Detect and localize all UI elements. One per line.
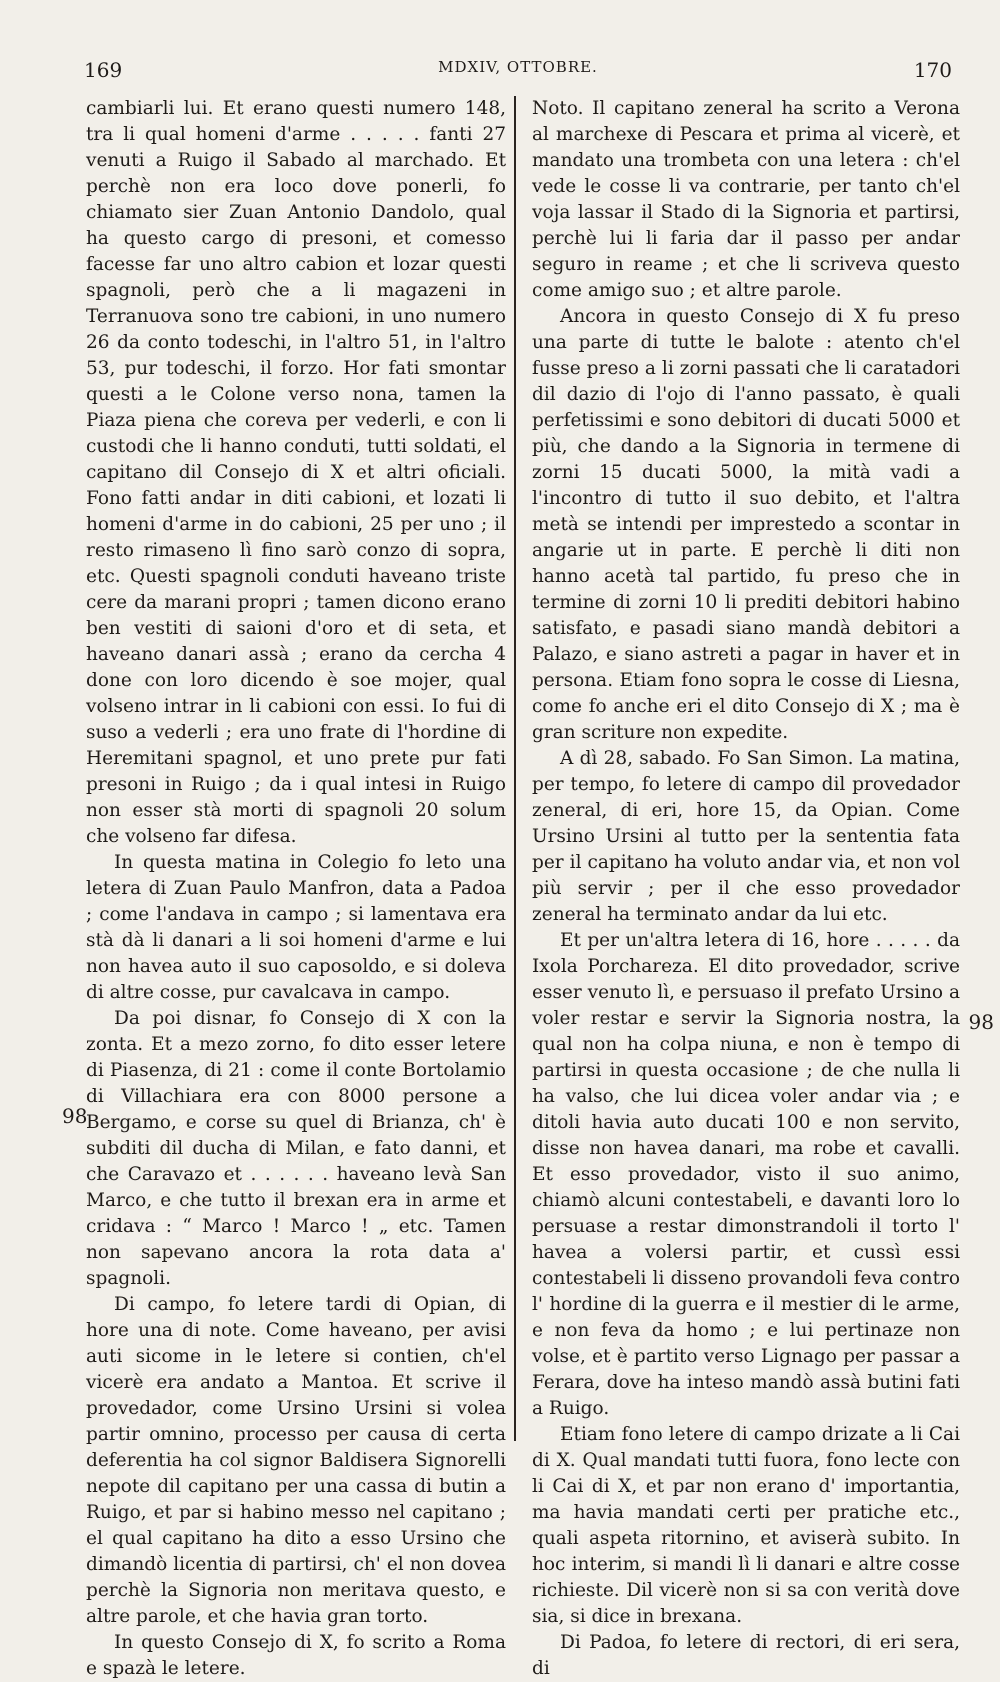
right-margin-number: 98 — [968, 1010, 994, 1034]
right-page-number: 170 — [913, 58, 952, 82]
left-paragraph-4: Di campo, fo letere tardi di Opian, di hore una di note. Come haveano, per avisi auti sicome in le letere si contien, ch'el vicerè era andato a Mantoa. Et scrive il provedador, come Ursino Ursini si volea partir omnino, processo per causa di certa deferentia ha col signor Baldisera Signorelli nepote dil capitano per una cassa di butin a Ruigo, et par si habino messo nel capitano ; el qual capitano ha dito a esso Ursino che dimandò licentia di partirsi, ch' el non dovea perchè la Signoria non meritava questo, e altre parole, et che havia gran torto. — [86, 1294, 506, 1627]
right-text-column — [532, 96, 960, 1679]
left-margin-number: 98 — [62, 1104, 88, 1128]
page-title: MDXIV, OTTOBRE. — [438, 58, 598, 76]
column-divider — [514, 96, 516, 1441]
right-paragraph-1: Noto. Il capitano zeneral ha scrito a Verona al marchexe di Pescara et prima al vicerè, et mandato una trombeta con una letera : ch'el vede le cosse li va contrarie, per tanto ch'el voja lassar il Stado di la Signoria et partirsi, perchè lui li faria dar il passo per andar seguro in reame ; et che li scriveva questo come amigo suo ; et altre parole. — [532, 98, 960, 301]
left-paragraph-5: In questo Consejo di X, fo scrito a Roma e spazà le letere. — [86, 1632, 506, 1679]
left-page-number: 169 — [84, 58, 123, 82]
left-text-column — [86, 96, 506, 1679]
right-paragraph-2: Ancora in questo Consejo di X fu preso una parte di tutte le balote : atento ch'el fusse preso a li zorni passati che li caratadori dil dazio di l'ojo di l'anno passato, è quali perfetissimi e sono debitori di ducati 5000 et più, che dando a la Signoria in termene di zorni 15 ducati 5000, la mità vadi a l'incontro di tutto il suo debito, et l'altra metà se intendi per imprestedo a scontar in angarie ut in parte. E perchè li diti non hanno acetà tal partido, fu preso che in termine di zorni 10 li prediti debitori habino satisfato, e pasadi siano mandà debitori a Palazo, e siano astreti a pagar in haver et in persona. Etiam fono sopra le cosse di Liesna, come fo anche eri el dito Consejo di X ; ma è gran scriture non expedite. — [532, 306, 960, 743]
right-paragraph-4: Et per un'altra letera di 16, hore . . . . . da Ixola Porchareza. El dito provedador, scrive esser venuto lì, e persuaso il prefato Ursino a voler restar e servir la Signoria nostra, la qual non ha colpa niuna, e non è tempo di partirsi in questa occasione ; de che nulla li ha valso, che lui dicea voler andar via ; e ditoli havia auto ducati 100 e non servito, disse non havea danari, ma robe et cavalli. Et esso provedador, visto il suo animo, chiamò alcuni contestabeli, e davanti loro lo persuase a restar dimonstrandoli il torto l' havea a volersi partir, et cussì essi contestabeli li disseno provandoli feva contro l' hordine di la guerra e il mestier di le arme, e non feva da homo ; e lui pertinaze non volse, et è partito verso Lignago per passar a Ferara, dove ha inteso mandò assà butini fati a Ruigo. — [532, 930, 960, 1419]
left-paragraph-1: cambiarli lui. Et erano questi numero 148, tra li qual homeni d'arme . . . . . fanti 27 venuti a Ruigo il Sabado al marchado. Et perchè non era loco dove ponerli, fo chiamato sier Zuan Antonio Dandolo, qual ha questo cargo di presoni, et comesso facesse far uno altro cabion et lozar questi spagnoli, però che a li magazeni in Terranuova sono tre cabioni, in uno numero 26 da conto todeschi, in l'altro 51, in l'altro 53, pur todeschi, il forzo. Hor fati smontar questi a le Colone verso nona, tamen la Piaza piena che coreva per vederli, e con li custodi che li hanno conduti, tutti soldati, el capitano dil Consejo di X et altri oficiali. Fono fatti andar in diti cabioni, et lozati li homeni d'arme in do cabioni, 25 per uno ; il resto rimaseno lì fino sarò conzo di sopra, etc. Questi spagnoli conduti haveano triste cere da marani propri ; tamen dicono erano ben vestiti di saioni d'oro et di seta, et haveano danari assà ; erano da cercha 4 done con loro dicendo è soe mojer, qual volseno intrar in li cabioni con essi. Io fui di suso a vederli ; era uno frate di l'hordine di Heremitani spagnol, et uno prete pur fati presoni in Ruigo ; da i qual intesi in Ruigo non esser stà morti di spagnoli 20 solum che volseno far difesa. — [86, 98, 506, 847]
right-paragraph-5: Etiam fono letere di campo drizate a li Cai di X. Qual mandati tutti fuora, fono lecte con li Cai di X, et par non erano d' importantia, ma havia mandati certi per pratiche etc., quali aspeta ritornino, et aviserà subito. In hoc interim, si mandi lì li danari e altre cosse richieste. Dil vicerè non si sa con verità dove sia, si dice in brexana. — [532, 1424, 960, 1627]
left-paragraph-3: Da poi disnar, fo Consejo di X con la zonta. Et a mezo zorno, fo dito esser letere di Piasenza, di 21 : come il conte Bortolamio di Villachiara era con 8000 persone a Bergamo, e corse su quel di Brianza, ch' è subditi dil ducha di Milan, e fato danni, et che Caravazo et . . . . . . haveano levà San Marco, e che tutto il brexan era in arme et cridava : “ Marco ! Marco ! „ etc. Tamen non sapevano ancora la rota data a' spagnoli. — [86, 1008, 506, 1289]
right-paragraph-6: Di Padoa, fo letere di rectori, di eri sera, di — [532, 1632, 960, 1679]
left-paragraph-2: In questa matina in Colegio fo leto una letera di Zuan Paulo Manfron, data a Padoa ; come l'andava in campo ; si lamentava era stà dà li danari a li soi homeni d'arme e lui non havea auto il suo caposoldo, e si doleva di altre cosse, pur cavalcava in campo. — [86, 852, 506, 1003]
page-header — [84, 48, 952, 88]
right-paragraph-3: A dì 28, sabado. Fo San Simon. La matina, per tempo, fo letere di campo dil provedador zeneral, di eri, hore 15, da Opian. Come Ursino Ursini al tutto per la sententia fata per il capitano ha voluto andar via, et non vol più servir ; per il che esso provedador zeneral ha terminato andar da lui etc. — [532, 748, 960, 925]
